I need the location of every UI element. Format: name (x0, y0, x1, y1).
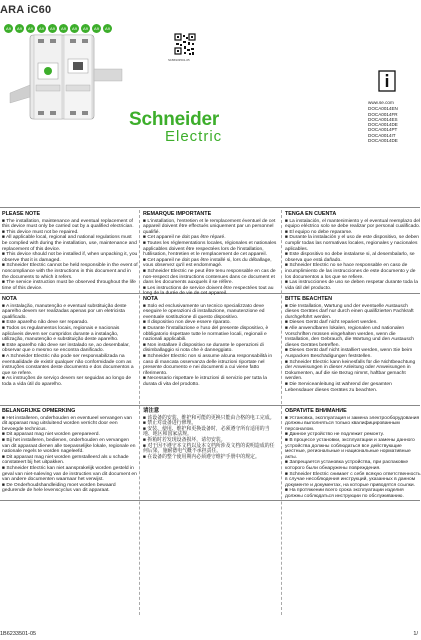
section-line: ■ L'installation, l'entretien et le remplacement éventuel de cet appareil doivent être effectués uniquement par un personnel qualifié. (143, 218, 276, 235)
section-heading: BITTE BEACHTEN (285, 296, 333, 302)
page-number: 1/ (413, 631, 418, 637)
section-line: ■ Durante la instalación y el uso de este dispositivo, se deben cumplir todas las normativas locales, regionales y nacionales aplicables. (285, 235, 419, 252)
badge: A9 (81, 24, 90, 33)
section-line: ■ Este aparelho não deve ser reparado. (2, 320, 89, 326)
section-line: ■ Schneider Electric kan niet aansprakelijk worden gesteld in geval van niet-naleving van de instructies van dit document en van andere documenten waarnaar het verwijst. (2, 465, 137, 483)
badge: A9 (92, 24, 101, 33)
section-line: ■ 该设备的安装、维护和可能的更换只能由合格的电工完成。 (143, 415, 275, 421)
doc-code: DOCA0014DE (368, 122, 398, 128)
section-heading: 请注意 (143, 408, 160, 414)
section-line: ■ Necessario rispettare le istruzioni di servizio per tutta la durata di vita del prodotto. (143, 376, 267, 387)
doc-code: DOCA0014DE (368, 138, 398, 144)
section-ru (285, 409, 421, 504)
documentation-list (368, 100, 398, 143)
doc-code: DOCA0014EN (368, 106, 398, 112)
schneider-electric-logo (129, 110, 222, 144)
section-line: ■ Cet appareil ne doit pas être installé si, lors du déballage, vous observez qu'il est endommagé. (143, 257, 272, 269)
section-line: ■ Durante l'installazione e l'uso del presente dispositivo, è obbligatorio rispettare tutte le normative locali, regionali e nazionali applicabili. (143, 325, 269, 343)
column-divider (281, 210, 282, 615)
section-zh (143, 409, 279, 504)
doc-code: DOCA0014FR (368, 111, 398, 117)
section-pt (2, 297, 138, 403)
section-line: ■ Las instrucciones de uso se deben respetar durante toda la vida útil del producto. (285, 280, 418, 291)
section-line: ■ El equipo no debe repararse. (285, 229, 353, 235)
section-line: ■ На протяжении всего срока эксплуатации изделия должны соблюдаться инструкции по обслуживанию. (285, 488, 404, 499)
section-line: ■ Todos os regulamentos locais, regionais e nacionais aplicáveis devem ser cumpridos durante a instalação, utilização, manutenção e substituição deste aparelho. (2, 325, 120, 343)
section-line: ■ A instalação, manutenção e eventual substituição deste aparelho devem ser realizadas apenas por um eletricista qualificado. (2, 303, 127, 320)
section-line: ■ Schneider Electric no se hace responsable en caso de incumplimiento de las instrucciones de este documento y de los documentos a los que se refiere. (285, 263, 416, 280)
badge: A9 (15, 24, 24, 33)
product-title: ARA iC60 (0, 4, 52, 16)
section-line: ■ 安装、使用、维护和更换设备时，必须遵守所有适用的当地、地区和国家法规。 (143, 426, 270, 438)
column-divider (139, 210, 140, 615)
section-heading: ОБРАТИТЕ ВНИМАНИЕ (285, 408, 347, 414)
badge: A9 (4, 24, 13, 33)
section-heading: BELANGRIJKE OPMERKING (2, 408, 76, 414)
section-line: ■ As instruções de serviço devem ser seguidas ao longo de toda a vida útil do aparelho. (2, 376, 132, 387)
section-line: ■ The installation, maintenance and eventual replacement of this device must only be carried out by a qualified electrician. (2, 218, 134, 230)
section-heading: NOTA (143, 296, 158, 302)
section-line: ■ A Schneider Electric não pode ser responsabilizada na eventualidade de existir qualquer não conformidade com as instruções constantes deste documento e dos documentos a que se refere. (2, 353, 134, 376)
section-de (285, 297, 421, 403)
section-line: ■ Non installare il dispositivo se durante le operazioni di disimballaggio si nota che è danneggiato. (143, 342, 264, 354)
qr-caption: S1B6933501-05 (168, 58, 190, 62)
section-line: ■ Dieses Gerät darf nicht repariert werden. (285, 320, 378, 326)
section-heading: REMARQUE IMPORTANTE (143, 211, 212, 217)
section-line: ■ Toutes les réglementations locales, régionales et nationales applicables doivent être respectées lors de l'installation, l'utilisation, l'entretien et le remplacement de cet appareil. (143, 240, 277, 258)
badge: A9 (48, 24, 57, 33)
document-code: 1B6233501-05 (0, 631, 37, 637)
section-line: ■ Bij het installeren, bedienen, onderhouden en vervangen van dit apparaat dienen alle toepasselijke lokale, regionale en nationale regels te worden nageleefd. (2, 437, 136, 455)
section-line: ■ Данное устройство не подлежит ремонту. (285, 432, 384, 438)
section-es (285, 212, 421, 292)
section-line: ■ В процессе установки, эксплуатации и замены данного устройства должны соблюдаться все действующие местные, региональные и национальные нормативные акты. (285, 437, 415, 460)
doc-code: DOCA0014PT (368, 127, 398, 133)
section-line: ■ 对于因不遵守本文档以及本文档所涉及文档的说明造成的任何后果，施耐德电气概不承担责任。 (143, 443, 275, 455)
section-line: ■ 在设备的整个使用期内必须遵守维护手册中的规定。 (143, 454, 260, 460)
section-line: ■ Il dispositivo non deve essere riparato. (143, 320, 231, 326)
divider (0, 405, 420, 406)
badge: A9 (103, 24, 112, 33)
section-line: ■ Schneider Electric non si assume alcuna responsabilità in caso di mancata osservanza delle istruzioni riportate nel presente documento e nei documenti a cui viene fatto riferimento. (143, 353, 273, 376)
doc-code: DOCA0014ES (368, 116, 398, 122)
badge: A9 (26, 24, 35, 33)
section-line: ■ Schneider Electric снимает с себя всякую ответственность в случае несоблюдения инструкций, указанных в данном документе и документах, на которые приводятся ссылки. (285, 471, 421, 488)
section-en (2, 212, 138, 292)
section-line: ■ Schneider Electric ne peut être tenu responsable en cas de non-respect des instructions contenues dans ce document et dans les documents auxquels il se réfère. (143, 268, 276, 286)
section-line: ■ Alle anwendbaren lokalen, regionalen und nationalen Vorschriften müssen eingehalten werden, wenn die Installation, den Gebrauch, die Wartung und den Austausch dieses Gerätes betreffen. (285, 325, 414, 348)
section-line: ■ 拆箱时若发现设备损坏，请勿安装。 (143, 437, 226, 443)
section-line: ■ Die Installation, Wartung und der eventuelle Austausch dieses Gerätes darf nur durch einen qualifizierten Fachkraft durchgeführt werden. (285, 303, 414, 320)
product-badges (4, 24, 112, 33)
section-line: ■ Het installeren, onderhouden en eventueel vervangen van dit apparaat mag uitsluitend worden verricht door een bevoegde technicus. (2, 415, 132, 432)
section-line: ■ Este dispositivo no debe instalarse si, al desembalarlo, se observa que está dañado. (285, 252, 415, 263)
badge: A9 (37, 24, 46, 33)
badge: A9 (70, 24, 79, 33)
section-line: ■ All applicable local, regional and national regulations must be complied with during the installation, use, maintenance and replacement of this device. (2, 235, 137, 252)
section-heading: PLEASE NOTE (2, 211, 41, 217)
section-line: ■ La instalación, el mantenimiento y el eventual reemplazo del equipo eléctrico solo se debe realizar por personal cualificado. (285, 218, 421, 230)
section-line: ■ This device should not be installed if, when unpacking it, you observe that it is damaged. (2, 252, 138, 263)
section-line: ■ Установка, эксплуатация и замена электрооборудования должны выполняться только квалифицированным персоналом. (285, 415, 420, 432)
section-line: ■ This device must not be repaired. (2, 229, 79, 235)
logo-word-schneider: Schneider (129, 109, 220, 130)
documentation-url[interactable]: www.se.com (368, 100, 394, 105)
section-nl (2, 409, 138, 504)
section-line: ■ Este aparelho não deve ser instalado se, ao desembalar, observar que o mesmo se encontra danificado. (2, 342, 130, 354)
section-line: ■ De Onderhoudshandleiding moet worden bewaard gedurende de hele levenscyclus van dit apparaat. (2, 482, 116, 494)
doc-code: DOCA0014IT (368, 132, 396, 138)
section-line: ■ 禁止对设备进行修理。 (143, 421, 197, 427)
section-line: ■ Schneider Electric kann keinesfalls für die Nichtbeachtung der Anweisungen in dieser Anleitung oder Anweisungen in Dokumenten, auf die sie Bezug nimmt, haftbar gemacht werden. (285, 359, 416, 382)
qr-code-icon (174, 33, 196, 57)
section-it (143, 297, 279, 403)
section-line: ■ The service instruction must be observed throughout the life time of this device. (2, 280, 136, 291)
logo-word-electric: Electric (165, 128, 223, 145)
section-line: ■ Cet appareil ne doit pas être réparé. (143, 235, 226, 241)
manual-book-icon (378, 70, 396, 92)
divider (0, 207, 420, 208)
section-line: ■ Les instructions de service doivent être respectées tout au long de la durée de vie de cet appareil. (143, 285, 274, 297)
section-heading: NOTA (2, 296, 17, 302)
section-fr (143, 211, 279, 297)
breaker-device-image (10, 33, 125, 122)
section-line: ■ Die Serviceanleitung ist während der gesamten Lebensdauer dieses Gerätes zu beachten. (285, 381, 392, 393)
section-line: ■ Dieses Gerät darf nicht installiert werden, wenn Sie beim Auspacken Beschädigungen feststellen. (285, 348, 413, 359)
section-line: ■ Запрещается установка устройства, при распаковке которого были обнаружены повреждения. (285, 460, 409, 471)
section-line: ■ Solo ed esclusivamente un tecnico specializzato deve eseguire le operazioni di installazione, manutenzione ed eventuale sostituzione di questo dispositivo. (143, 303, 265, 320)
section-heading: TENGA EN CUENTA (285, 211, 337, 217)
section-line: ■ Schneider Electric cannot be held responsible in the event of noncompliance with the instructions in this document and in the documents to which it refers. (2, 263, 138, 280)
section-line: ■ Dit apparaat mag niet worden gerepareerd. (2, 432, 100, 438)
section-line: ■ Dit apparaat mag niet worden geïnstalleerd als u schade constateert bij het uitpakken. (2, 454, 129, 466)
badge: A9 (59, 24, 68, 33)
